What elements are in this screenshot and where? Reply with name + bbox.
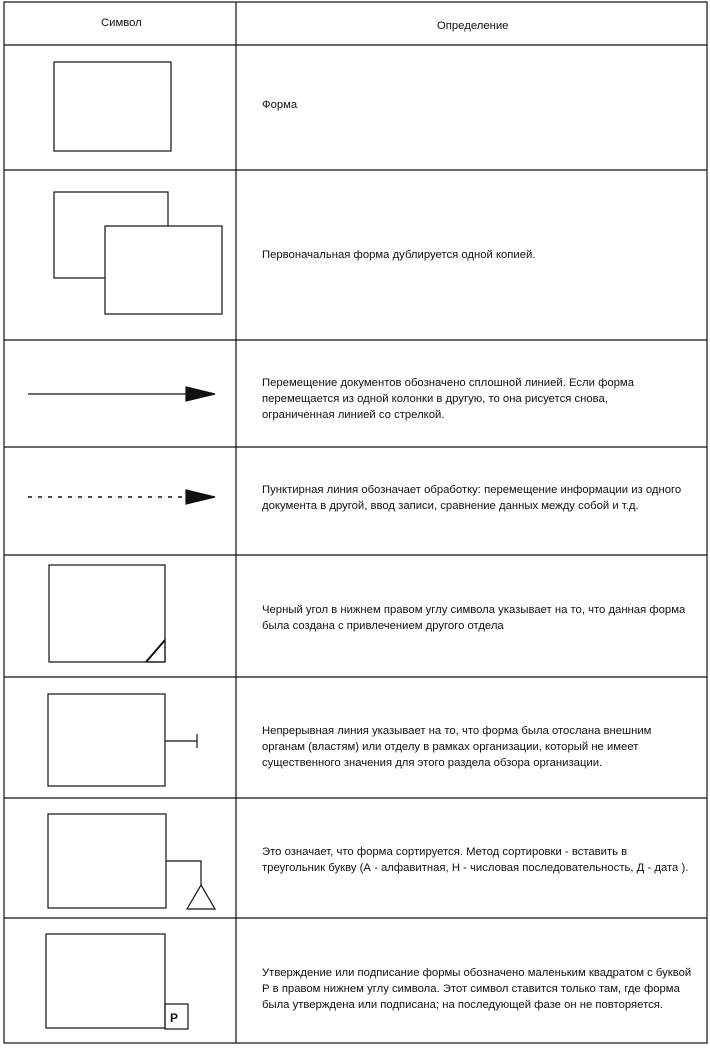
definition-row-6: Непрерывная линия указывает на то, что форма была отослана внешним органам (властям) или отделу в рамках организации, который не имеет существенного значения для этого раздела обзора организации. — [262, 725, 652, 769]
definition-row-3: Перемещение документов обозначено сплошной линией. Если форма перемещается из одной колонки в другую, то она рисуется снова, ограниченная линией со стрелкой. — [262, 377, 634, 421]
header-definition: Определение — [437, 20, 509, 32]
approval-box-form-icon — [46, 934, 188, 1029]
approval-box-letter: P — [170, 1011, 179, 1025]
solid-arrow-icon — [28, 387, 215, 401]
sort-triangle-form-icon — [48, 814, 215, 909]
definition-row-1: Форма — [262, 99, 298, 111]
form-icon — [54, 62, 171, 151]
duplicated-form-icon — [54, 192, 222, 314]
sent-form-line-icon — [48, 694, 197, 786]
definition-row-7: Это означает, что форма сортируется. Метод сортировки - вставить в треугольник букву (А - алфавитная, Н - числовая последовательность, Д - дата ). — [262, 846, 689, 874]
dotted-arrow-icon — [28, 490, 215, 504]
table-grid — [4, 2, 707, 1043]
definition-row-5: Черный угол в нижнем правом углу символа указывает на то, что данная форма была создана с привлечением другого отдела — [262, 604, 686, 632]
definition-row-2: Первоначальная форма дублируется одной копией. — [262, 249, 536, 261]
definition-row-8: Утверждение или подписание формы обозначено маленьким квадратом с буквой Р в правом нижнем углу символа. Этот символ ставится только там, где форма была утверждена или подписана; на последующей фазе он не повторяется. — [262, 967, 692, 1011]
header-symbol: Символ — [101, 17, 142, 29]
black-corner-form-icon — [49, 565, 165, 662]
definition-row-4: Пунктирная линия обозначает обработку: перемещение информации из одного документа в другой, ввод записи, сравнение данных между собой и т.д. — [262, 484, 682, 512]
